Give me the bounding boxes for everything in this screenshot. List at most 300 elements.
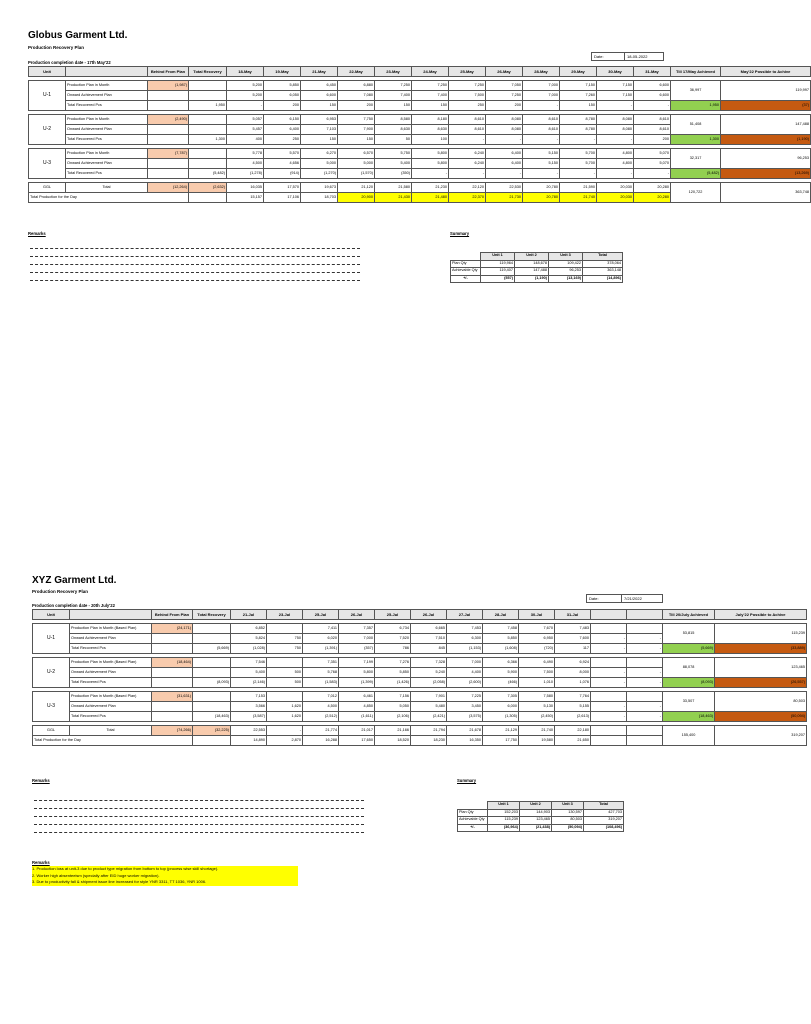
total-value — [591, 726, 627, 736]
summary-header: Unit 2 — [520, 802, 552, 810]
col-header: 25-Jul — [375, 610, 411, 620]
day-value: 786 — [375, 644, 411, 654]
total-recovery: 1,300 — [189, 135, 227, 145]
remarks-label-2: Remarks — [32, 778, 50, 783]
col-header: 21-May — [301, 67, 338, 77]
summary-table-2 — [457, 801, 624, 832]
possible-shortfall: (13,269) — [721, 169, 811, 179]
day-value: 7,546 — [231, 658, 267, 668]
table-row — [33, 624, 807, 634]
day-value: 7,351 — [303, 658, 339, 668]
row-label: Production Plan in Month (Based Plan) — [70, 624, 152, 634]
col-header: Till 20/July Achieved — [663, 610, 715, 620]
table-row — [29, 169, 811, 179]
day-value: - — [523, 135, 560, 145]
day-production-value: 17,750 — [483, 736, 519, 746]
day-value: 6,400 — [486, 159, 523, 169]
row-label: Total Recovered Pcs — [70, 712, 152, 722]
total-row — [29, 183, 811, 193]
date-label: Date: — [587, 595, 622, 603]
possible-shortfall: (1,190) — [721, 135, 811, 145]
day-value: 200 — [338, 101, 375, 111]
summary-value: 119,964 — [481, 260, 515, 268]
day-value: - — [627, 712, 663, 722]
day-value: (2,146) — [231, 678, 267, 688]
subtitle-1: Production Recovery Plan — [28, 45, 85, 50]
remarks-line — [30, 256, 360, 257]
day-value: 5,480 — [411, 702, 447, 712]
total-recovery: 1,950 — [189, 101, 227, 111]
total-label: Total — [66, 183, 148, 193]
day-value: 5,400 — [231, 668, 267, 678]
day-value: 5,150 — [523, 159, 560, 169]
day-value: 50 — [375, 135, 412, 145]
day-value: 7,153 — [231, 692, 267, 702]
day-value: 6,852 — [231, 624, 267, 634]
total-value: 22,180 — [555, 726, 591, 736]
day-value: 7,483 — [555, 624, 591, 634]
day-value: 7,199 — [339, 658, 375, 668]
day-value: 4,800 — [597, 149, 634, 159]
summary-value: 378,064 — [583, 260, 623, 268]
day-value: (1,611) — [339, 712, 375, 722]
day-value: - — [591, 678, 627, 688]
col-header: 23-Jul — [267, 610, 303, 620]
day-production-value: 18,520 — [375, 736, 411, 746]
day-value: 7,600 — [555, 634, 591, 644]
day-value: 6,000 — [483, 702, 519, 712]
day-value: 1,076 — [555, 678, 591, 688]
behind-from-plan — [152, 634, 193, 644]
day-value: 7,328 — [411, 658, 447, 668]
total-value: 21,774 — [303, 726, 339, 736]
day-value: 8,080 — [597, 115, 634, 125]
day-value: 5,824 — [231, 634, 267, 644]
notes-highlight — [32, 866, 298, 886]
col-header: 26-May — [486, 67, 523, 77]
day-value: 5,000 — [338, 159, 375, 169]
total-value: 21,580 — [375, 183, 412, 193]
behind-from-plan — [148, 125, 189, 135]
total-recovery: (5,669) — [193, 644, 231, 654]
total-recovery — [189, 81, 227, 91]
summary-header-row — [458, 802, 624, 810]
table-row — [29, 81, 811, 91]
summary-header: Unit 3 — [552, 802, 584, 810]
total-recovery — [193, 658, 231, 668]
summary-header-row — [451, 253, 623, 261]
day-production-value: 18,230 — [411, 736, 447, 746]
summary-label: Plan Qty — [458, 809, 488, 817]
date-value: 7/21/2022 — [622, 595, 663, 603]
day-value — [627, 624, 663, 634]
total-value: 21,129 — [483, 726, 519, 736]
day-production-value: 16,350 — [447, 736, 483, 746]
total-value: 21,678 — [447, 726, 483, 736]
day-value: - — [597, 101, 634, 111]
day-value: - — [227, 101, 264, 111]
behind-from-plan: (18,464) — [152, 658, 193, 668]
day-value: - — [591, 668, 627, 678]
day-value: (2,450) — [519, 712, 555, 722]
day-value: 200 — [486, 101, 523, 111]
unit-name: U-1 — [29, 81, 66, 111]
total-value: 16,035 — [227, 183, 264, 193]
day-value: 1,010 — [519, 678, 555, 688]
row-label: Production Plan in Month — [66, 81, 148, 91]
summary-label: Plan Qty — [451, 260, 481, 268]
day-value: 7,500 — [519, 668, 555, 678]
day-value: 5,778 — [227, 149, 264, 159]
summary-row — [451, 260, 623, 268]
day-value: 7,276 — [375, 658, 411, 668]
day-value: 8,630 — [412, 125, 449, 135]
day-value: 7,050 — [486, 81, 523, 91]
day-value: 7,150 — [597, 91, 634, 101]
total-possible: 363,748 — [721, 183, 811, 203]
day-production-value: 17,650 — [339, 736, 375, 746]
possible-shortfall: (50,094) — [715, 712, 807, 722]
day-value: 7,764 — [555, 692, 591, 702]
date-label: Date: — [592, 53, 625, 61]
day-value: 5,800 — [339, 668, 375, 678]
day-value: 7,305 — [483, 692, 519, 702]
summary-row — [451, 268, 623, 276]
day-value: (1,305) — [483, 712, 519, 722]
unit-name: U-1 — [33, 624, 70, 654]
day-value: 6,461 — [339, 692, 375, 702]
behind-from-plan — [148, 101, 189, 111]
possible-to-achieve: 80,503 — [715, 692, 807, 712]
till-recovered: (5,482) — [671, 169, 721, 179]
day-value: 7,453 — [447, 624, 483, 634]
day-value: 5,700 — [560, 149, 597, 159]
summary-header: Unit 1 — [488, 802, 520, 810]
summary-value: 119,407 — [481, 268, 515, 276]
date-box-1 — [591, 52, 664, 61]
summary-value: (108,496) — [584, 824, 624, 832]
day-value: 7,520 — [375, 634, 411, 644]
day-value: 8,080 — [597, 125, 634, 135]
day-production-value: 22,370 — [449, 193, 486, 203]
day-value: 6,734 — [375, 624, 411, 634]
total-recovery — [189, 159, 227, 169]
till-achieved: 53,815 — [663, 624, 715, 644]
day-production-value: 21,480 — [412, 193, 449, 203]
total-recovery: (2,632) — [189, 183, 227, 193]
summary-value: (1,190) — [515, 275, 549, 283]
behind-from-plan: (31,631) — [152, 692, 193, 702]
day-value: - — [591, 634, 627, 644]
day-production-value: 18,703 — [301, 193, 338, 203]
summary-header: Total — [584, 802, 624, 810]
col-header: July'22 Possible to Achive — [715, 610, 807, 620]
day-value: 5,050 — [375, 702, 411, 712]
summary-label: Achievable Qty — [451, 268, 481, 276]
row-label: Total Recovered Pcs — [66, 169, 148, 179]
day-production-value: 17,106 — [264, 193, 301, 203]
day-value: 250 — [264, 135, 301, 145]
day-value: - — [591, 712, 627, 722]
day-value: 7,400 — [412, 91, 449, 101]
possible-to-achieve: 119,997 — [721, 81, 811, 101]
day-production-value: 20,900 — [338, 193, 375, 203]
day-value: 7,150 — [560, 81, 597, 91]
row-label: Onward Achievement Plan — [70, 634, 152, 644]
summary-value: (14,896) — [583, 275, 623, 283]
company-title-1: Globus Garment Ltd. — [28, 30, 128, 41]
day-value: (357) — [339, 644, 375, 654]
col-header-spacer — [66, 67, 148, 77]
day-value: 150 — [560, 101, 597, 111]
total-unit: GGL — [29, 183, 66, 193]
recovery-table-2 — [32, 609, 807, 746]
day-value: 7,500 — [449, 91, 486, 101]
behind-from-plan: (1,987) — [148, 81, 189, 91]
till-recovered: 1,300 — [671, 135, 721, 145]
summary-value: 148,678 — [515, 260, 549, 268]
day-value: - — [597, 169, 634, 179]
day-value: 7,900 — [338, 125, 375, 135]
day-value: - — [560, 135, 597, 145]
day-value — [267, 658, 303, 668]
day-production-value: 2,870 — [267, 736, 303, 746]
total-behind: (12,264) — [148, 183, 189, 193]
day-value: - — [486, 169, 523, 179]
day-value: 250 — [449, 101, 486, 111]
total-recovery — [189, 91, 227, 101]
day-value: 6,300 — [447, 634, 483, 644]
till-achieved: 51,408 — [671, 115, 721, 135]
summary-header: Unit 3 — [549, 253, 583, 261]
day-value: - — [591, 702, 627, 712]
summary-value: 96,253 — [549, 268, 583, 276]
day-value: 6,600 — [634, 91, 671, 101]
col-header — [591, 610, 627, 620]
summary-value: (21,438) — [520, 824, 552, 832]
day-production-value: 20,280 — [634, 193, 671, 203]
day-value: 7,510 — [411, 634, 447, 644]
table-row — [33, 658, 807, 668]
row-label: Production Plan in Month — [66, 149, 148, 159]
col-header: 21-Jul — [231, 610, 267, 620]
total-till: 120,722 — [671, 183, 721, 203]
table-row — [33, 692, 807, 702]
total-value: 17,570 — [264, 183, 301, 193]
subtitle-2: Production Recovery Plan — [32, 589, 89, 594]
day-value: 5,150 — [523, 149, 560, 159]
day-value: 7,250 — [486, 91, 523, 101]
behind-from-plan — [148, 135, 189, 145]
summary-value: 130,597 — [552, 809, 584, 817]
summary-label-1: Summary — [450, 231, 470, 236]
day-value: (350) — [375, 169, 412, 179]
total-value: 21,017 — [339, 726, 375, 736]
day-value: 4,500 — [227, 159, 264, 169]
day-value: 5,800 — [412, 159, 449, 169]
table-row — [29, 149, 811, 159]
day-value: 150 — [375, 101, 412, 111]
row-label: Onward Achievement Plan — [70, 702, 152, 712]
behind-from-plan — [152, 678, 193, 688]
day-value: 5,130 — [519, 702, 555, 712]
possible-to-achieve: 147,488 — [721, 115, 811, 135]
row-label: Production Plan in Month (Based Plan) — [70, 658, 152, 668]
header-row — [33, 610, 807, 620]
total-value: 19,673 — [301, 183, 338, 193]
day-value: (1,583) — [303, 678, 339, 688]
day-value: 150 — [338, 135, 375, 145]
day-value: (1,608) — [483, 644, 519, 654]
day-value: 7,901 — [411, 692, 447, 702]
remarks-line — [30, 264, 360, 265]
day-value: - — [560, 169, 597, 179]
till-recovered: 1,950 — [671, 101, 721, 111]
day-value: 5,850 — [375, 668, 411, 678]
day-value: 4,500 — [303, 702, 339, 712]
total-value — [627, 726, 663, 736]
day-value: 500 — [267, 668, 303, 678]
total-recovery — [193, 702, 231, 712]
day-value: - — [634, 101, 671, 111]
day-value: (466) — [483, 678, 519, 688]
day-value: 6,240 — [449, 149, 486, 159]
day-value: (2,600) — [447, 678, 483, 688]
day-value: 5,057 — [227, 115, 264, 125]
day-value: 4,800 — [597, 159, 634, 169]
day-value: (2,421) — [411, 712, 447, 722]
day-value: 3,450 — [447, 702, 483, 712]
completion-date-1: Production completion date - 17th May'22 — [28, 60, 111, 65]
day-value: - — [634, 169, 671, 179]
header-row — [29, 67, 811, 77]
day-value: - — [627, 702, 663, 712]
day-recovery — [193, 736, 231, 746]
day-value: 6,490 — [519, 658, 555, 668]
recovery-table-1 — [28, 66, 811, 203]
total-recovery: (5,482) — [189, 169, 227, 179]
day-production-value: 16,288 — [303, 736, 339, 746]
day-value: 7,670 — [519, 624, 555, 634]
day-value: 8,080 — [486, 125, 523, 135]
summary-value: 109,422 — [549, 260, 583, 268]
col-header: May'22 Possible to Achive — [721, 67, 811, 77]
day-value: 4,656 — [264, 159, 301, 169]
day-value: 200 — [634, 135, 671, 145]
day-production-value: 14,890 — [231, 736, 267, 746]
day-value: 6,450 — [301, 81, 338, 91]
table-row — [29, 115, 811, 125]
remarks-line — [30, 272, 360, 273]
day-value: 6,270 — [301, 149, 338, 159]
day-value: 6,880 — [338, 81, 375, 91]
total-till: 155,400 — [663, 726, 715, 746]
till-recovered: (8,093) — [663, 678, 715, 688]
behind-from-plan: (24,171) — [152, 624, 193, 634]
summary-label: +/- — [458, 824, 488, 832]
day-value: 100 — [412, 135, 449, 145]
col-header: 30-Jul — [519, 610, 555, 620]
day-value: 5,800 — [412, 149, 449, 159]
day-value: 8,580 — [375, 115, 412, 125]
col-header: Till 17/May Achieved — [671, 67, 721, 77]
remarks-line — [34, 832, 364, 833]
day-production-value — [627, 736, 663, 746]
total-recovery — [193, 634, 231, 644]
day-value: 8,610 — [634, 115, 671, 125]
total-unit: GGL — [33, 726, 70, 736]
day-value: - — [627, 644, 663, 654]
col-header: Total Recovery — [193, 610, 231, 620]
day-value: (3,575) — [447, 712, 483, 722]
day-value: 8,610 — [634, 125, 671, 135]
behind-from-plan — [152, 712, 193, 722]
summary-label: Achievable Qty — [458, 817, 488, 825]
day-value: 6,150 — [264, 115, 301, 125]
behind-from-plan — [152, 668, 193, 678]
behind-from-plan — [148, 91, 189, 101]
day-value — [627, 658, 663, 668]
possible-shortfall: (26,557) — [715, 678, 807, 688]
total-value: 21,166 — [375, 726, 411, 736]
notes-label: Remarks — [32, 860, 50, 865]
day-value: (914) — [264, 169, 301, 179]
unit-name: U-2 — [29, 115, 66, 145]
day-value: (1,426) — [375, 678, 411, 688]
day-production-value: 21,740 — [560, 193, 597, 203]
table-row — [29, 135, 811, 145]
day-value: (2,058) — [411, 678, 447, 688]
day-value: 8,780 — [560, 125, 597, 135]
possible-to-achieve: 96,253 — [721, 149, 811, 169]
till-achieved: 88,078 — [663, 658, 715, 678]
col-header: 24-May — [412, 67, 449, 77]
row-label: Onward Achievement Plan — [70, 668, 152, 678]
day-value: 6,953 — [301, 115, 338, 125]
col-header: Unit — [29, 67, 66, 77]
day-value: 6,950 — [519, 634, 555, 644]
possible-to-achieve: 123,465 — [715, 658, 807, 678]
day-value: 8,000 — [555, 668, 591, 678]
day-value: 1,620 — [267, 702, 303, 712]
day-value: 7,000 — [339, 634, 375, 644]
day-value: 7,156 — [375, 692, 411, 702]
day-value: 1,620 — [267, 712, 303, 722]
behind-from-plan: (2,490) — [148, 115, 189, 125]
total-value: 21,740 — [519, 726, 555, 736]
day-label: Total Production for the Day — [29, 193, 189, 203]
day-value — [267, 624, 303, 634]
day-value: 5,000 — [301, 159, 338, 169]
day-value: 5,900 — [483, 668, 519, 678]
day-value: 6,366 — [483, 658, 519, 668]
day-value: 6,665 — [411, 624, 447, 634]
col-header: 26-Jul — [411, 610, 447, 620]
day-value: 5,750 — [375, 149, 412, 159]
total-recovery — [189, 149, 227, 159]
summary-value: (557) — [481, 275, 515, 283]
remarks-label-1: Remarks — [28, 231, 46, 236]
day-value: 117 — [555, 644, 591, 654]
day-value: 6,050 — [264, 91, 301, 101]
remarks-line — [34, 816, 364, 817]
day-value: 845 — [411, 644, 447, 654]
day-value — [591, 658, 627, 668]
day-value: 5,850 — [264, 81, 301, 91]
total-recovery: (8,093) — [193, 678, 231, 688]
day-value: 4,850 — [339, 702, 375, 712]
day-value: 5,200 — [227, 81, 264, 91]
